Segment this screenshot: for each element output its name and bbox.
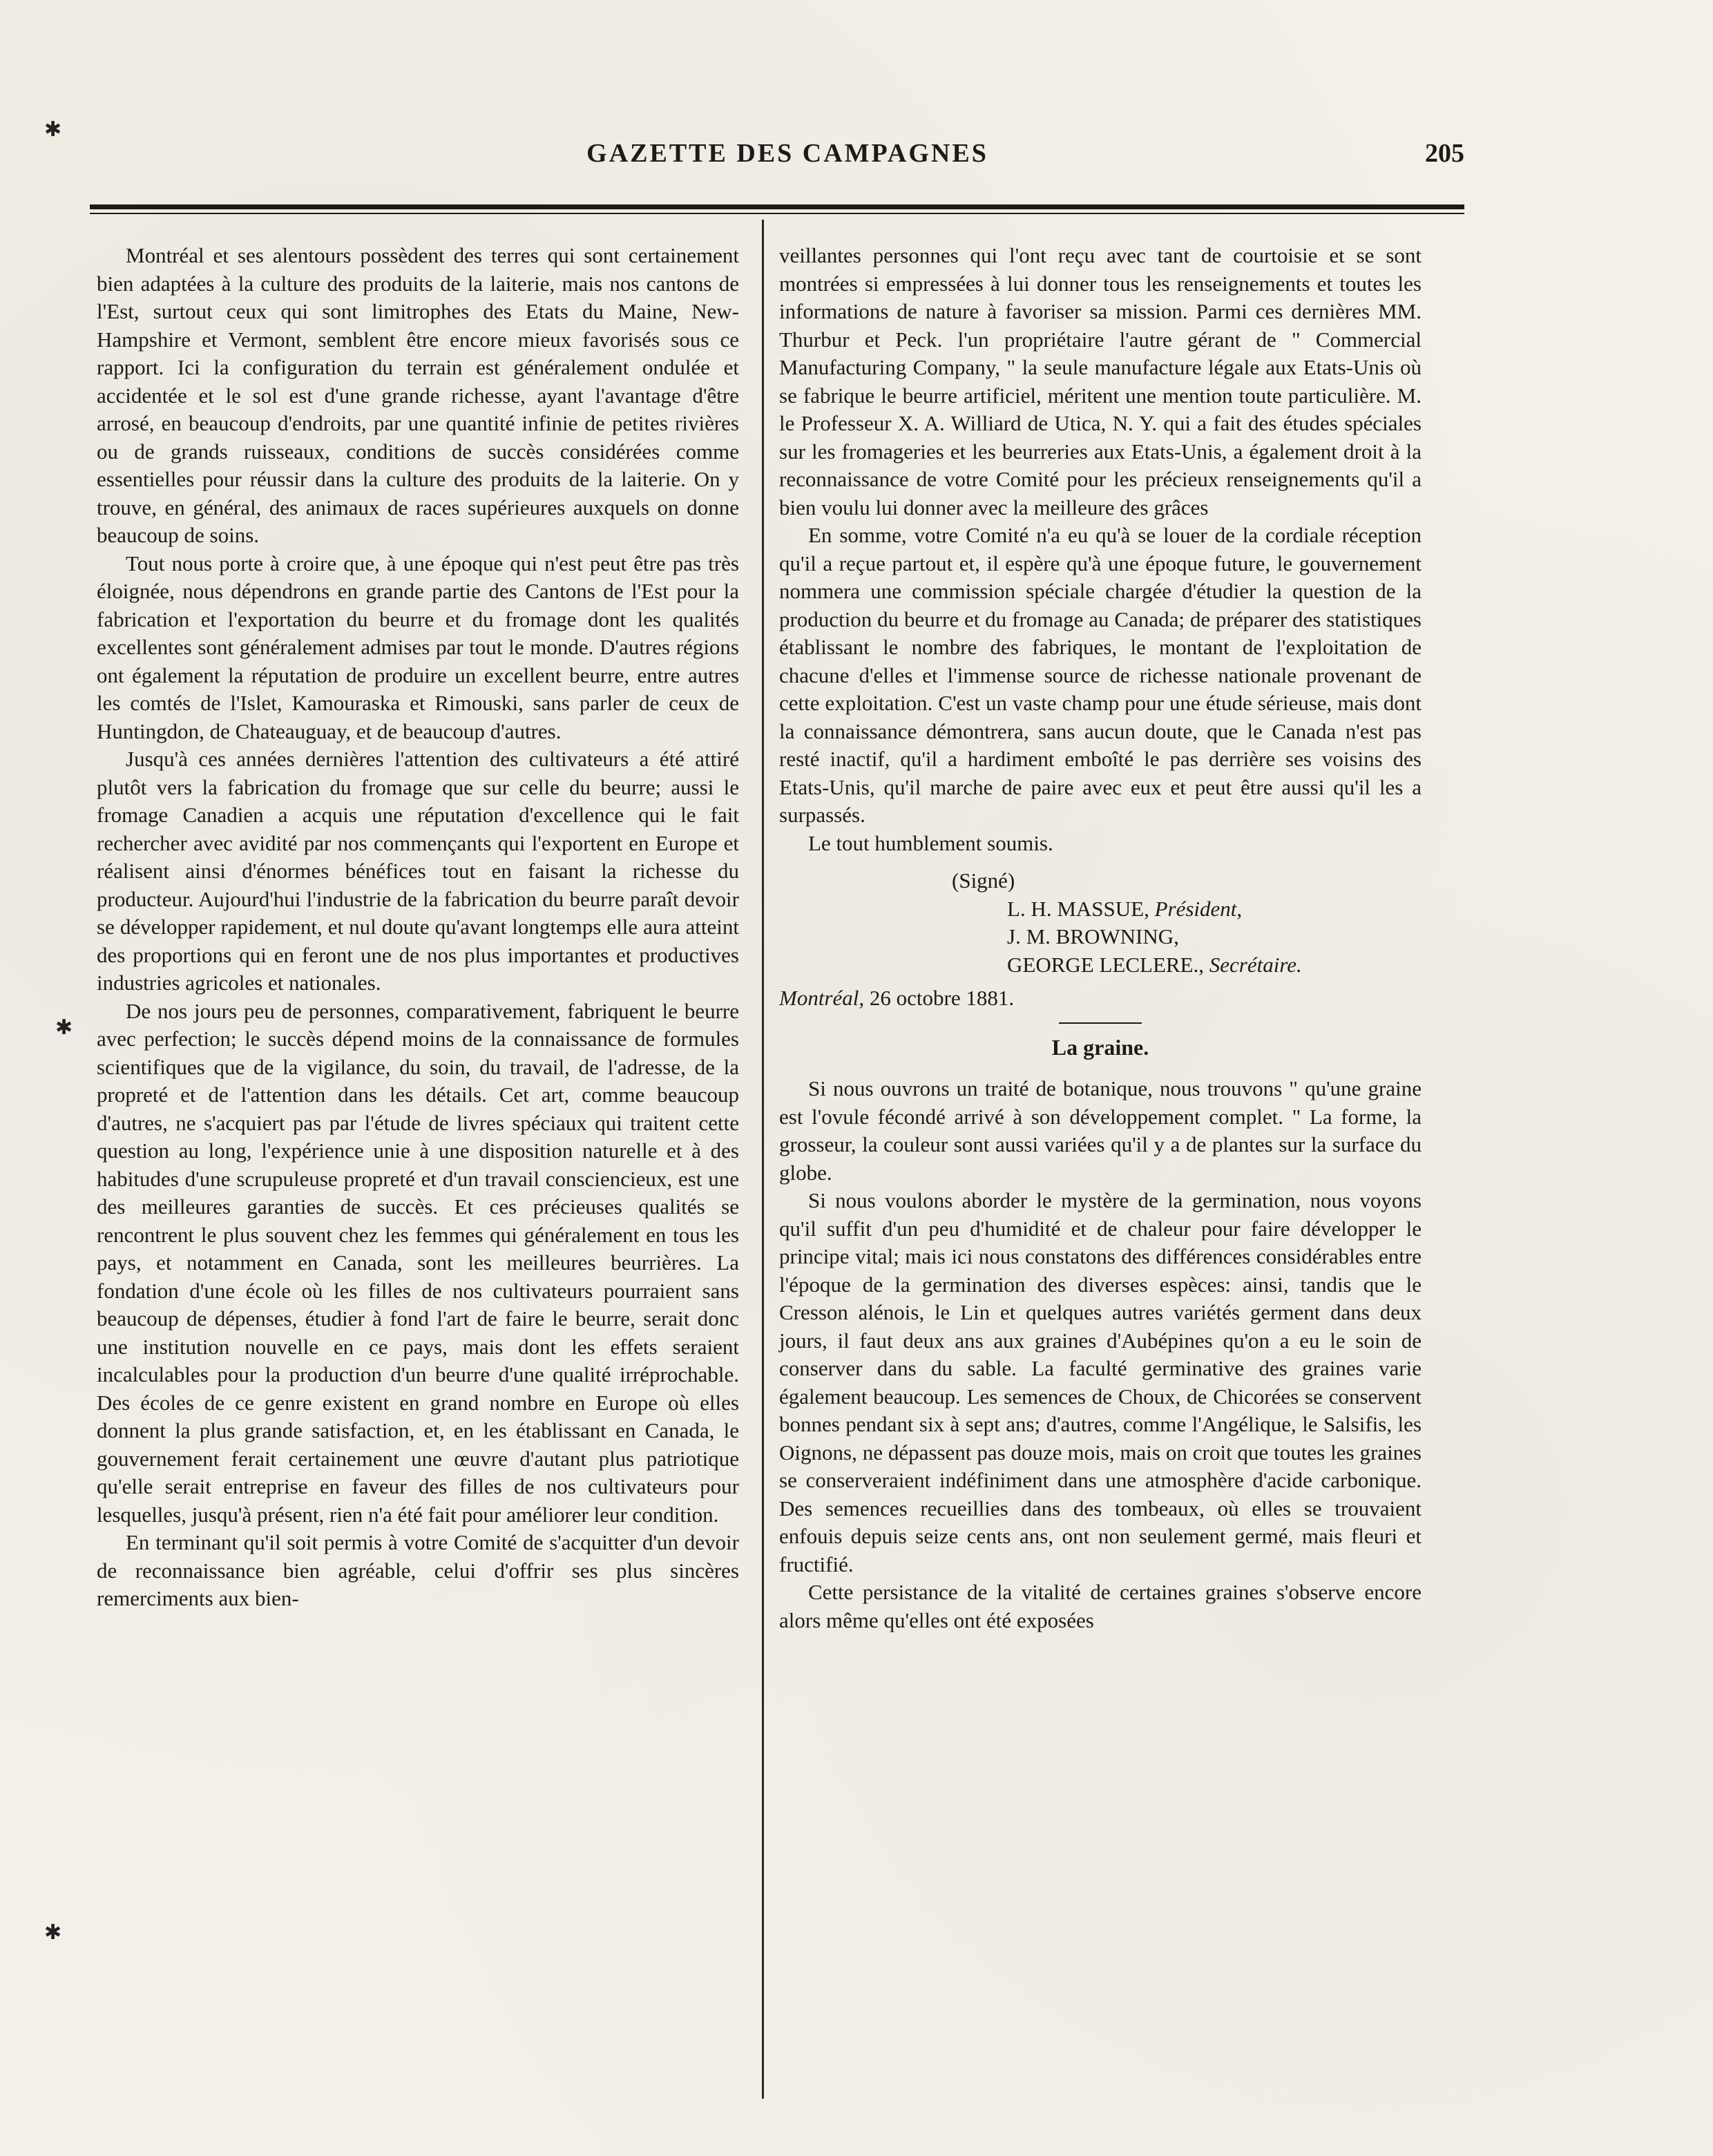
left-column: [97, 242, 739, 1613]
page-number: 205: [1425, 139, 1464, 168]
signatory: [1007, 895, 1422, 924]
section-heading: La graine.: [1051, 1034, 1149, 1060]
running-title: GAZETTE DES CAMPAGNES: [586, 139, 988, 168]
margin-mark: ✱: [44, 1921, 62, 1944]
paragraph: Cette persistance de la vitalité de certaines graines s'observe encore alors même qu'elles ont été exposées: [779, 1580, 1422, 1632]
signatory-role: Secrétaire.: [1209, 952, 1302, 977]
page-header: [90, 138, 1464, 180]
signed-label: (Signé): [952, 868, 1015, 893]
dateline-place: Montréal,: [779, 986, 865, 1010]
paragraph: Tout nous porte à croire que, à une époque qui n'est peut être pas très éloignée, nous dépendrons en grande partie des Cantons de l'Est pour la fabrication et l'exportation du beurre et du fromage dont les qualités excellentes sont généralement admises par tout le monde. D'autres régions ont également la réputation de produire un excellent beurre, entre autres les comtés de l'Islet, Kamouraska et Rimouski, sans parler de ceux de Huntingdon, de Chateauguay, et de beaucoup d'autres.: [97, 551, 739, 743]
column-divider: [762, 220, 764, 2099]
signatory-name: J. M. BROWNING,: [1007, 924, 1179, 948]
paragraph: veillantes personnes qui l'ont reçu avec tant de courtoisie et se sont montrées si empressées à lui donner tous les renseignements et toutes les informations de nature à favoriser sa mission. Parmi ces dernières MM. Thurbur et Peck. l'un propriétaire l'autre gérant de " Commercial Manufacturing Company, " la seule manufacture légale aux Etats-Unis où se fabrique le beurre artificiel, méritent une mention toute particulière. M. le Professeur X. A. Williard de Utica, N. Y. qui a fait des études spéciales sur les fromageries et les beurreries aux Etats-Unis, a également droit à la reconnaissance de votre Comité pour les précieux renseignements qu'il a bien voulu lui donner avec la meilleure des grâces: [779, 243, 1422, 519]
signature-block: [779, 867, 1422, 979]
section-rule: [1059, 1022, 1142, 1024]
paragraph: Le tout humblement soumis.: [808, 830, 1053, 855]
paragraph: Si nous ouvrons un traité de botanique, nous trouvons " qu'une graine est l'ovule fécondé arrivé à son développement complet. " La forme, la grosseur, la couleur sont aussi variées qu'il y a de plantes sur la surface du globe.: [779, 1076, 1422, 1185]
margin-mark: ✱: [55, 1016, 73, 1039]
signatory: [1007, 923, 1422, 951]
signatory-name: L. H. MASSUE,: [1007, 896, 1149, 921]
header-rule-thick: [90, 204, 1464, 209]
dateline: [779, 984, 1422, 1013]
margin-mark: ✱: [44, 118, 62, 141]
paragraph: En somme, votre Comité n'a eu qu'à se louer de la cordiale réception qu'il a reçue partout et, il espère qu'à une époque future, le gouvernement nommera une commission spéciale chargée d'étudier la question de la production du beurre et du fromage au Canada; de préparer des statistiques établissant le nombre des fabriques, le montant de l'exploitation de chacune d'elles et l'immense source de richesse nationale provenant de cette exploitation. C'est un vaste champ pour une étude sérieuse, mais dont la connaissance démontrera, sans aucun doute, que le Canada n'est pas resté inactif, qu'il a hardiment emboîté le pas derrière ses voisins des Etats-Unis, qu'il marche de paire avec eux et peut être aussi qu'il les a surpassés.: [779, 523, 1422, 827]
paragraph: Jusqu'à ces années dernières l'attention des cultivateurs a été attiré plutôt vers la fabrication du fromage que sur celle du beurre; aussi le fromage Canadien a acquis une réputation d'excellence qui le fait rechercher avec avidité par nos commençants qui l'exportent en Europe et réalisent ainsi d'énormes bénéfices tout en faisant la richesse du producteur. Aujourd'hui l'industrie de la fabrication du beurre paraît devoir se développer rapidement, et nul doute qu'avant longtemps elle aura atteint des proportions qui en feront une de nos plus importantes et productives industries agricoles et nationales.: [97, 747, 739, 995]
paragraph: Si nous voulons aborder le mystère de la germination, nous voyons qu'il suffit d'un peu d'humidité et de chaleur pour faire développer le principe vital; mais ici nous constatons des différences considérables entre l'époque de la germination des diverses espèces: ainsi, tandis que le Cresson alénois, le Lin et quelques autres variétés germent dans deux jours, il faut deux ans aux graines d'Aubépines qu'on a eu le soin de conserver dans du sable. La faculté germinative des graines varie également beaucoup. Les semences de Choux, de Chicorées se conservent bonnes pendant six à sept ans; d'autres, comme l'Angélique, le Salsifis, les Oignons, ne dépassent pas douze mois, mais on croit que toutes les graines se conserveraient indéfiniment dans une atmosphère d'acide carbonique. Des semences recueillies dans des tombeaux, où elles se trouvaient enfouis depuis seize cents ans, ont non seulement germé, mais fleuri et fructifié.: [779, 1188, 1422, 1576]
header-rule-thin: [90, 213, 1464, 214]
paragraph: En terminant qu'il soit permis à votre Comité de s'acquitter d'un devoir de reconnaissance bien agréable, celui d'offrir ses plus sincères remerciments aux bien-: [97, 1530, 739, 1610]
right-column: [779, 242, 1422, 1634]
signatory-name: GEORGE LECLERE.,: [1007, 952, 1204, 977]
paragraph: Montréal et ses alentours possèdent des terres qui sont certainement bien adaptées à la culture des produits de la laiterie, mais nos cantons de l'Est, surtout ceux qui sont limitrophes des Etats du Maine, New-Hampshire et Vermont, semblent être encore mieux favorisés sous ce rapport. Ici la configuration du terrain est généralement ondulée et accidentée et le sol est d'une grande richesse, ayant l'avantage d'être arrosé, en beaucoup d'endroits, par une quantité infinie de petites rivières ou de grands ruisseaux, conditions de succès considérées comme essentielles pour réussir dans la culture des produits de la laiterie. On y trouve, en général, des animaux de races supérieures auxquels on donne beaucoup de soins.: [97, 243, 739, 547]
signatory: [1007, 951, 1422, 980]
signatory-role: Président,: [1154, 896, 1243, 921]
dateline-date: 26 octobre 1881.: [869, 986, 1015, 1010]
paragraph: De nos jours peu de personnes, comparativement, fabriquent le beurre avec perfection; le succès dépend moins de la connaissance de formules scientifiques que de la vigilance, du soin, du travail, de l'adresse, de la propreté et de l'attention dans les détails. Cet art, comme beaucoup d'autres, ne s'acquiert pas par l'étude de livres spéciaux qui traitent cette question au long, l'expérience unie à une disposition naturelle et à des habitudes d'une scrupuleuse propreté et d'un travail consciencieux, est une des meilleures garanties de succès. Et ces précieuses qualités se rencontrent le plus souvent chez les femmes qui généralement en tous les pays, et notamment en Canada, sont les meilleures beurrières. La fondation d'une école où les filles de nos cultivateurs pourraient sans beaucoup de dépenses, étudier à fond l'art de faire le beurre, serait donc une institution nouvelle en ce pays, mais dont les effets seraient incalculables pour la production d'un beurre d'une qualité irréprochable. Des écoles de ce genre existent en grand nombre en Europe où elles donnent la plus grande satisfaction, et, en les établissant en Canada, le gouvernement ferait certainement une œuvre d'autant plus patriotique qu'elle serait entreprise en faveur des filles de nos cultivateurs pour lesquelles, jusqu'à présent, rien n'a été fait pour améliorer leur condition.: [97, 998, 739, 1527]
